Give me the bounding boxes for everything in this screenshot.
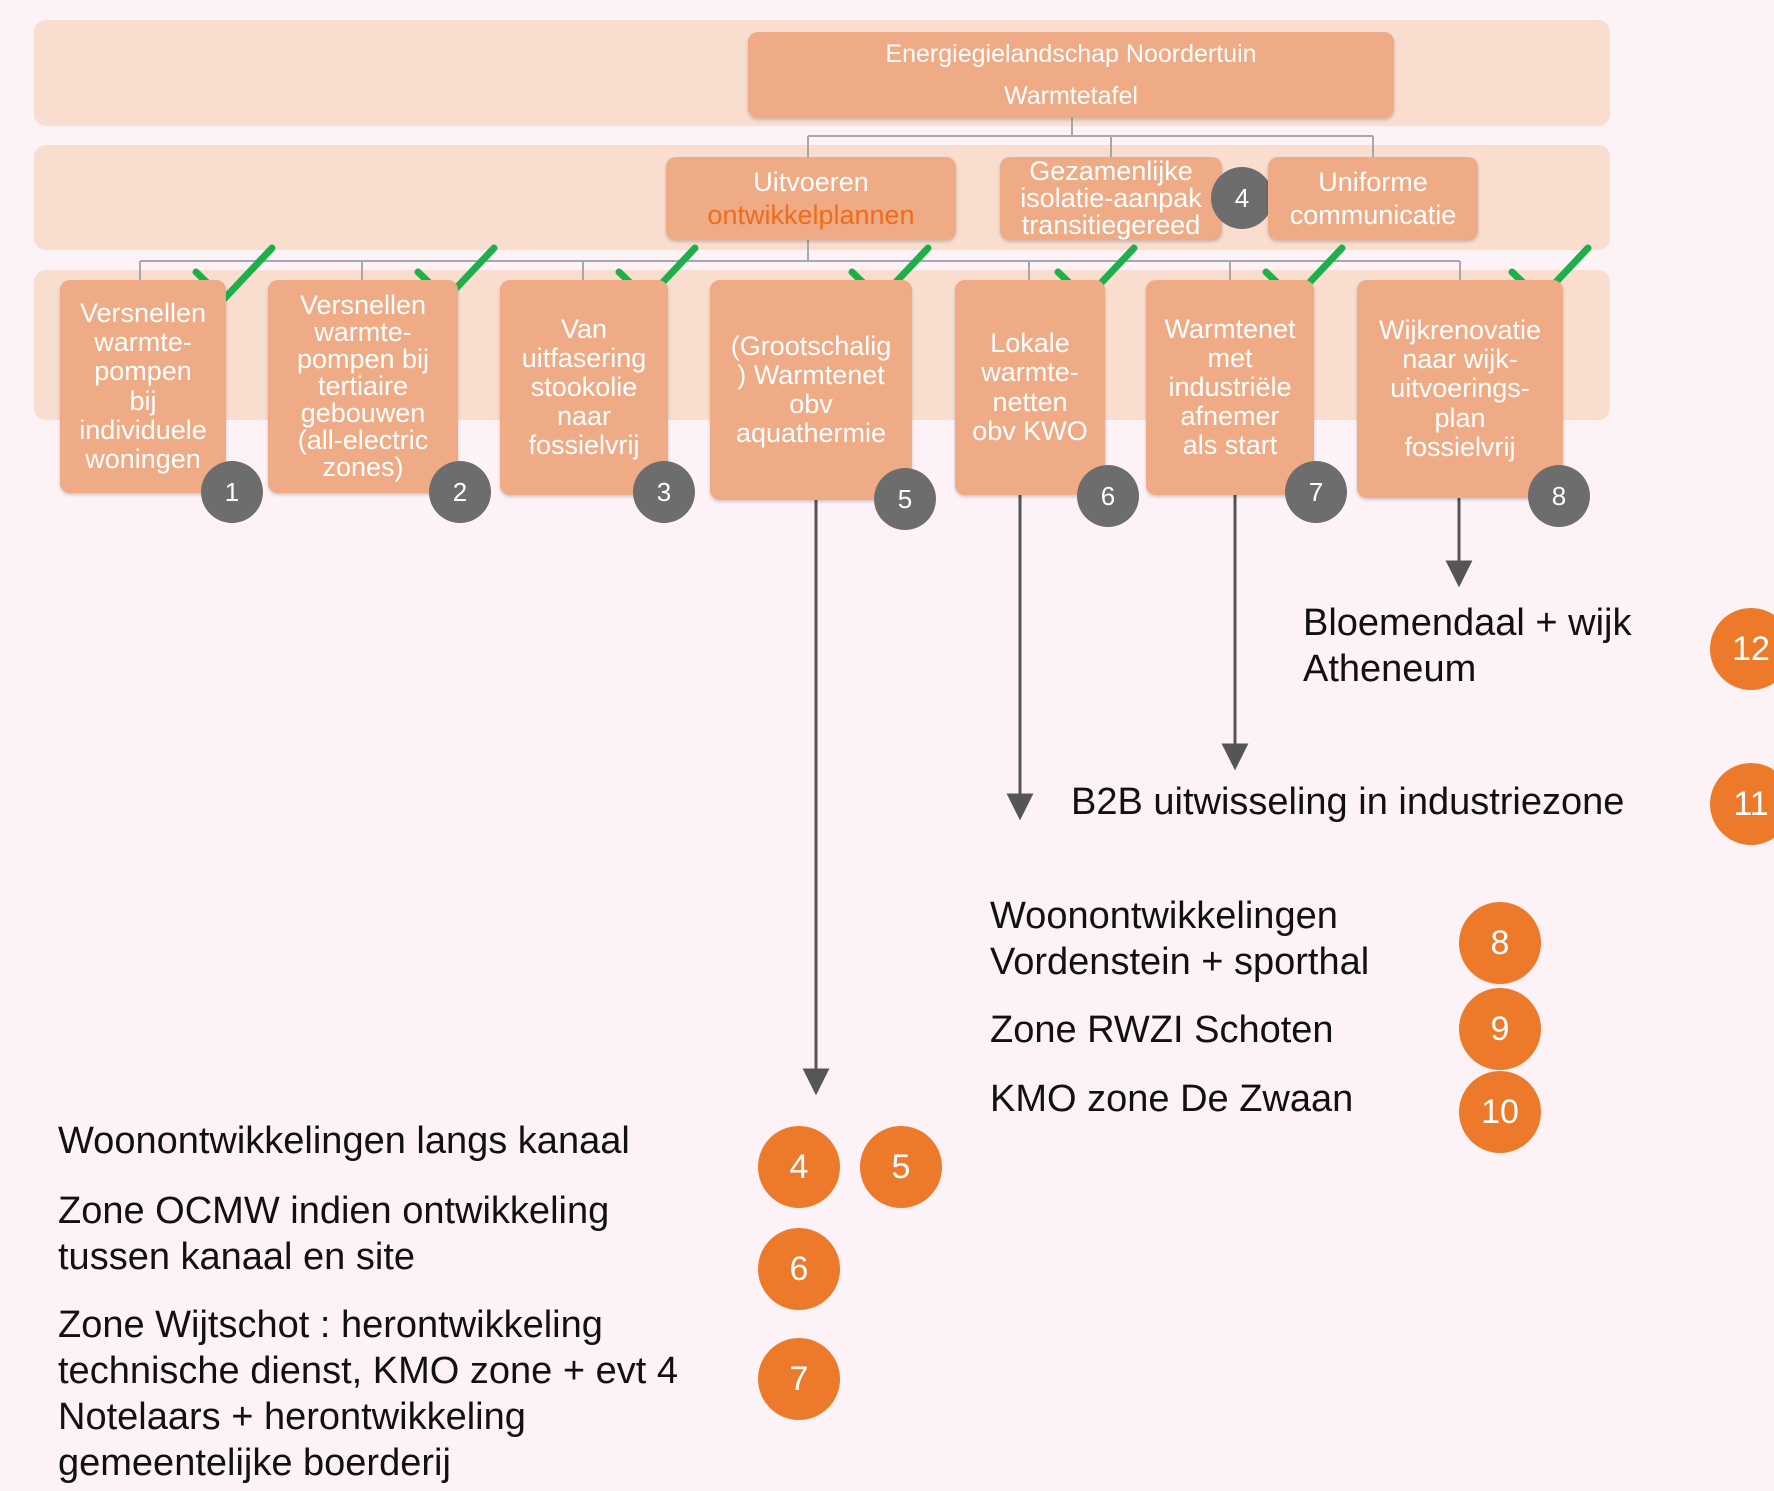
outcome-label: Woonontwikkelingen langs kanaal: [58, 1120, 630, 1162]
outcome-badge: 12: [1710, 608, 1774, 690]
badge: 8: [1528, 465, 1590, 527]
outcome-badge: 9: [1459, 988, 1541, 1070]
arrow-head-icon: [1224, 745, 1246, 767]
mid-box-gezamenlijke: [1000, 157, 1222, 240]
outcome-badge: 5: [860, 1126, 942, 1208]
leaf-box: [1357, 280, 1563, 498]
arrow-head-icon: [1448, 562, 1470, 584]
mid-box-uitvoeren: [666, 157, 956, 240]
outcome-label: Woonontwikkelingen Vordenstein + sporthal: [990, 895, 1370, 983]
mid-box-uitvoeren-line2: ontwikkelplannen: [707, 199, 915, 230]
leaf-box: [60, 280, 226, 493]
outcome-label: Bloemendaal + wijk Atheneum: [1303, 602, 1632, 690]
leaf-box: [268, 280, 458, 493]
leaf-box-label: Wijkrenovatie naar wijk- uitvoerings- plan fossielvrij: [1378, 315, 1542, 462]
badge: 4: [1211, 167, 1273, 229]
outcome-badge: 11: [1710, 763, 1774, 845]
outcome-badge: 8: [1459, 902, 1541, 984]
outcome-label: Zone Wijtschot : herontwikkeling technische dienst, KMO zone + evt 4 Notelaars + herontwikkeling gemeentelijke boerderij: [58, 1304, 678, 1484]
leaf-box-label: Versnellen warmte- pompen bij individuele woningen: [79, 298, 207, 474]
badge: 1: [201, 461, 263, 523]
outcome-label: Zone OCMW indien ontwikkeling tussen kanaal en site: [58, 1190, 610, 1278]
outcome-label: B2B uitwisseling in industriezone: [1071, 781, 1625, 823]
leaf-box: [710, 280, 912, 500]
arrow-head-icon: [1009, 795, 1031, 817]
outcome-badge: 10: [1459, 1071, 1541, 1153]
leaf-box-label: Versnellen warmte- pompen bij tertiaire gebouwen (all-electric zones): [296, 290, 430, 482]
leaf-box-label: Van uitfasering stookolie naar fossielvrij: [521, 313, 647, 461]
leaf-box: [955, 280, 1105, 495]
badge: 6: [1077, 465, 1139, 527]
outcome-badge: 7: [758, 1338, 840, 1420]
mid-box-uniforme-label: Uniforme communicatie: [1289, 167, 1457, 230]
top-box-title: Energiegielandschap Noordertuin: [885, 40, 1257, 68]
badge: 2: [429, 461, 491, 523]
outcome-label: KMO zone De Zwaan: [990, 1078, 1354, 1120]
leaf-box: [500, 280, 668, 495]
leaf-box: [1146, 280, 1314, 495]
arrow-head-icon: [805, 1070, 827, 1092]
outcome-label: Zone RWZI Schoten: [990, 1009, 1334, 1051]
mid-box-uitvoeren-line1: Uitvoeren: [753, 167, 869, 198]
mid-box-uniforme: [1268, 157, 1478, 240]
top-box-subtitle: Warmtetafel: [1004, 82, 1138, 110]
top-box: [748, 32, 1394, 118]
leaf-box-label: Warmtenet met industriële afnemer als start: [1164, 313, 1296, 461]
leaf-box-label: (Grootschalig ) Warmtenet obv aquathermie: [730, 330, 892, 449]
badge: 7: [1285, 461, 1347, 523]
outcome-badge: 4: [758, 1126, 840, 1208]
badge: 3: [633, 461, 695, 523]
badge: 5: [874, 468, 936, 530]
leaf-box-label: Lokale warmte- netten obv KWO: [972, 328, 1088, 446]
outcome-badge: 6: [758, 1228, 840, 1310]
mid-box-gezamenlijke-label: Gezamenlijke isolatie-aanpak transitiegereed: [1020, 156, 1202, 240]
